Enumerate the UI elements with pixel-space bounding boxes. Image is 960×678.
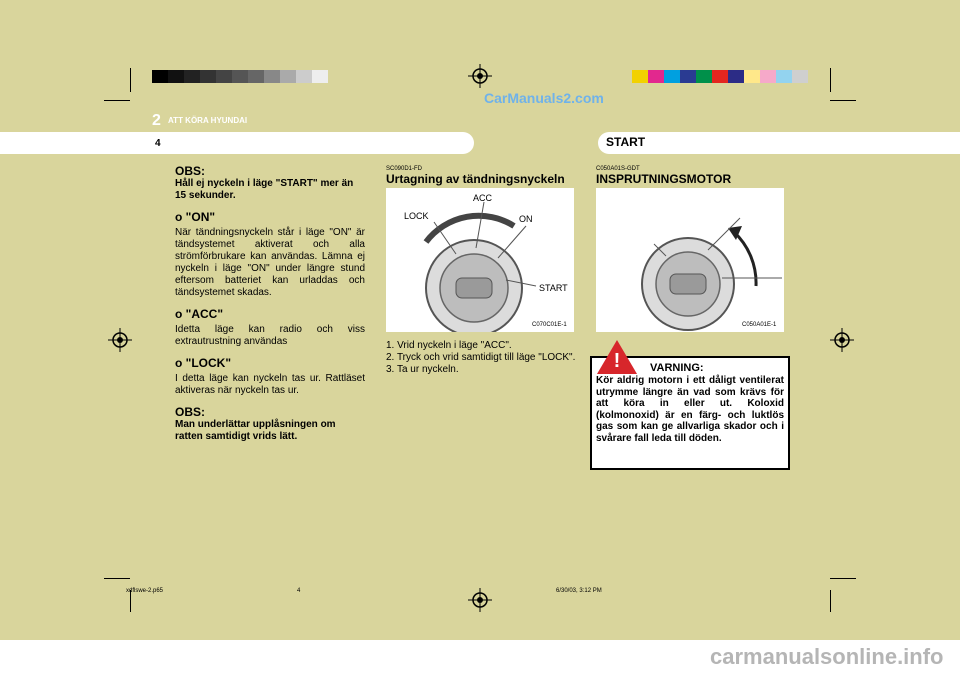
page-tab-left	[0, 132, 474, 154]
crop-mark	[830, 68, 831, 92]
left-column	[175, 164, 365, 443]
crop-mark	[130, 68, 131, 92]
figure-caption: C070C01E-1	[532, 322, 567, 328]
note-text: Håll ej nyckeln i läge "START" mer än 15 sekunder.	[175, 178, 354, 201]
label-on: ON	[519, 214, 533, 224]
crop-mark	[830, 578, 856, 579]
watermark-top[interactable]: CarManuals2.com	[484, 90, 604, 106]
registration-crosshair-icon	[108, 328, 132, 352]
lock-text: I detta läge kan nyckeln tas ur. Rattläset aktiveras när nyckeln tas ur.	[175, 373, 365, 396]
ignition-switch-icon	[386, 188, 574, 332]
grayscale-strip	[152, 70, 328, 83]
crop-mark	[830, 100, 856, 101]
note-heading: OBS:	[175, 405, 205, 419]
registration-crosshair-icon	[830, 328, 854, 352]
on-text: När tändningsnyckeln står i läge "ON" är tändsystemet aktiverat och alla strömförbrukare kan användas. Lämna ej nyckeln i läge "ON" under längre stund eftersom batteriet kan urladdas och tändsystemet skadas.	[175, 227, 365, 298]
footer-date: 6/30/03, 3:12 PM	[556, 588, 602, 594]
engine-key-figure	[596, 188, 784, 332]
lock-heading: o "LOCK"	[175, 356, 232, 370]
registration-crosshair-icon	[468, 588, 492, 612]
section-code: C050A01S-GDT	[596, 166, 640, 172]
crop-mark	[830, 590, 831, 612]
color-strip	[632, 70, 808, 83]
section-heading: Urtagning av tändningsnyckeln	[386, 172, 565, 186]
label-acc: ACC	[473, 193, 493, 203]
right-column	[596, 166, 786, 186]
warning-text: Kör aldrig motorn i ett dåligt ventilerat utrymme längre än vad som krävs för att köra in eller ut. Koloxid (kolmonoxid) är en färg- och luktlös gas som kan ge allvarliga skador och i svårare fall leda till döden.	[596, 375, 784, 444]
crop-mark	[104, 578, 130, 579]
figure-caption: C050A01E-1	[742, 322, 777, 328]
section-title: START	[606, 135, 646, 149]
chapter-number: 2	[152, 112, 161, 129]
chapter-title: ATT KÖRA HYUNDAI	[168, 116, 248, 125]
note-heading: OBS:	[175, 164, 205, 178]
middle-column	[386, 166, 576, 186]
watermark-bottom[interactable]: carmanualsonline.info	[710, 644, 944, 669]
registration-crosshair-icon	[468, 64, 492, 88]
step-item: 2. Tryck och vrid samtidigt till läge "LOCK".	[386, 352, 576, 363]
note-text: Man underlättar upplåsningen om ratten samtidigt vrids lätt.	[175, 419, 336, 442]
step-item: 3. Ta ur nyckeln.	[386, 364, 459, 375]
footer-page: 4	[297, 588, 301, 594]
on-heading: o "ON"	[175, 210, 216, 224]
label-lock: LOCK	[404, 211, 429, 221]
step-item: 1. Vrid nyckeln i läge "ACC".	[386, 340, 512, 351]
footer-file: xdflswe-2.p65	[126, 588, 164, 594]
label-start: START	[539, 283, 568, 293]
page-tab-right	[598, 132, 960, 154]
steps-list	[386, 340, 576, 376]
crop-mark	[104, 100, 130, 101]
warning-exclamation-icon: !	[613, 350, 621, 372]
section-code: SC090D1-FD	[386, 166, 423, 172]
warning-title: VARNING:	[650, 362, 704, 374]
ignition-key-figure	[386, 188, 574, 332]
acc-heading: o "ACC"	[175, 307, 224, 321]
page-number: 4	[155, 138, 161, 149]
acc-text: Idetta läge kan radio och viss extrautrustning användas	[175, 324, 365, 347]
ignition-switch-icon	[596, 188, 784, 332]
section-heading: INSPRUTNINGSMOTOR	[596, 172, 732, 186]
